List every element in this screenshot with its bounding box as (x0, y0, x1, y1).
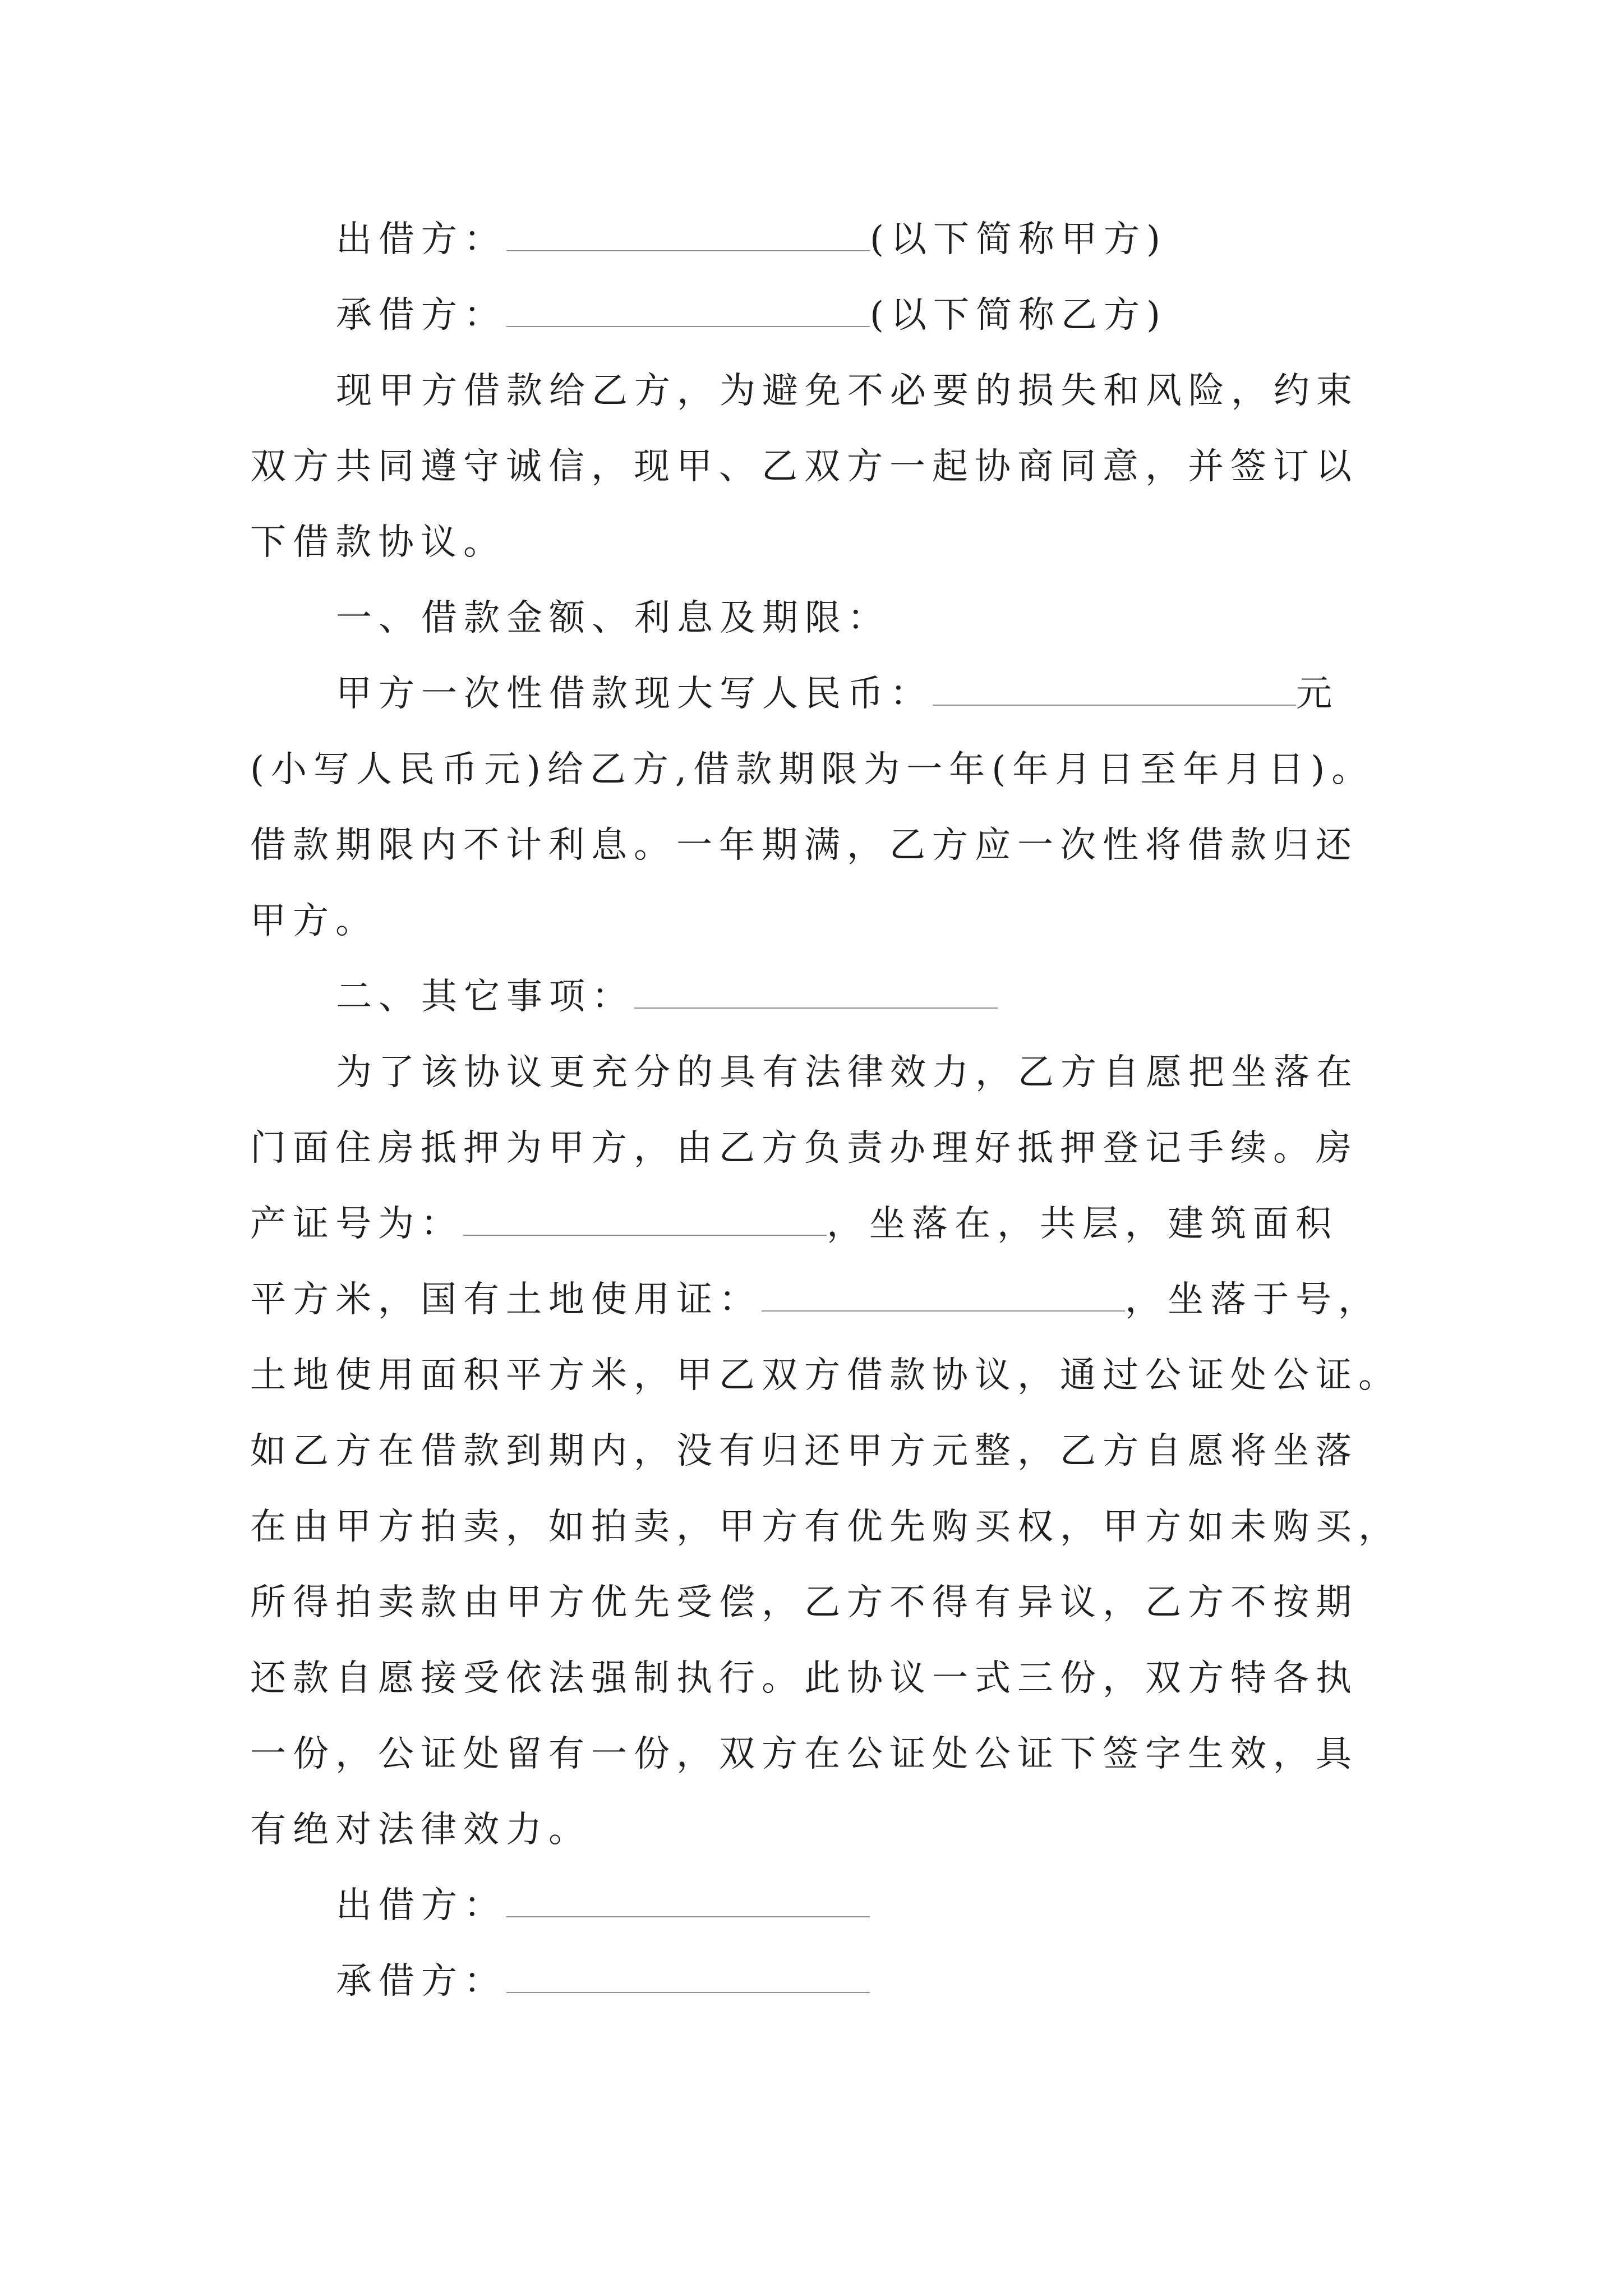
document-line (250, 429, 1623, 505)
document-line (250, 1035, 1623, 1111)
document-text: 门面住房抵押为甲方，由乙方负责办理好抵押登记手续。房 (250, 1128, 1358, 1169)
section-1-heading (250, 581, 1623, 656)
document-line (250, 732, 1623, 808)
document-text: 产证号为： (250, 1203, 463, 1245)
document-text: 所得拍卖款由甲方优先受偿，乙方不得有异议，乙方不按期 (250, 1582, 1358, 1623)
document-text: 承借方： (336, 295, 506, 336)
document-line (250, 1489, 1623, 1565)
document-text: 为了该协议更充分的具有法律效力，乙方自愿把坐落在 (336, 1052, 1359, 1093)
document-line (250, 202, 1623, 278)
fill-in-blank (506, 228, 870, 251)
fill-in-blank (762, 1288, 1125, 1312)
document-text: 甲方一次性借款现大写人民币： (336, 673, 933, 715)
document-line (250, 1414, 1623, 1489)
document-text: ，坐落于号， (1125, 1279, 1381, 1320)
fill-in-blank (634, 985, 998, 1009)
document-text: 一、借款金额、利息及期限： (336, 597, 890, 639)
section-2-heading (250, 959, 1623, 1035)
document-text: 元 (1296, 673, 1339, 715)
section-1-body (250, 656, 1623, 959)
document-text: 还款自愿接受依法强制执行。此协议一式三份，双方特各执 (250, 1658, 1358, 1699)
party-borrower-line (250, 278, 1623, 353)
document-line (250, 1338, 1623, 1414)
document-line (250, 1186, 1623, 1262)
document-text: 平方米，国有土地使用证： (250, 1279, 762, 1320)
document-line (250, 808, 1623, 884)
document-text: 出借方： (336, 219, 506, 260)
document-text: (以下简称乙方) (870, 295, 1167, 336)
document-text: 承借方： (336, 1961, 506, 2002)
document-text: 在由甲方拍卖，如拍卖，甲方有优先购买权，甲方如未购买， (250, 1506, 1401, 1548)
document-text: 土地使用面积平方米，甲乙双方借款协议，通过公证处公证。 (250, 1355, 1401, 1396)
fill-in-blank (933, 682, 1296, 706)
document-line (250, 1641, 1623, 1717)
document-text: ，坐落在，共层，建筑面积 (827, 1203, 1338, 1245)
document-line (250, 959, 1623, 1035)
document-line (250, 505, 1623, 581)
document-text: 有绝对法律效力。 (250, 1809, 591, 1851)
document-line (250, 1792, 1623, 1868)
fill-in-blank (506, 1894, 870, 1917)
document-line (250, 581, 1623, 656)
document-text: 现甲方借款给乙方，为避免不必要的损失和风险，约束 (336, 370, 1359, 412)
document-text: 甲方。 (250, 900, 378, 942)
preamble-paragraph (250, 353, 1623, 581)
document-line (250, 884, 1623, 959)
party-lender-line (250, 202, 1623, 278)
fill-in-blank (463, 1212, 827, 1236)
document-text: 一份，公证处留有一份，双方在公证处公证下签字生效，具 (250, 1733, 1358, 1775)
section-2-body (250, 1035, 1623, 1868)
document-text: (小写人民币元)给乙方,借款期限为一年(年月日至年月日)。 (250, 749, 1375, 790)
document-line (250, 656, 1623, 732)
document-line (250, 278, 1623, 353)
document-line (250, 1262, 1623, 1338)
document-line (250, 1565, 1623, 1641)
document-line (250, 1717, 1623, 1792)
signature-lender-line (250, 1868, 1623, 1944)
document-text: 借款期限内不计利息。一年期满，乙方应一次性将借款归还 (250, 825, 1358, 866)
document-text: 双方共同遵守诚信，现甲、乙双方一起协商同意，并签订以 (250, 446, 1358, 487)
document-text: 如乙方在借款到期内，没有归还甲方元整，乙方自愿将坐落 (250, 1430, 1358, 1472)
document-text: 出借方： (336, 1885, 506, 1926)
document-text: (以下简称甲方) (870, 219, 1167, 260)
document-line (250, 353, 1623, 429)
signature-borrower-line (250, 1944, 1623, 2019)
document-line (250, 1868, 1623, 1944)
document-line (250, 1111, 1623, 1186)
document-text: 下借款协议。 (250, 522, 506, 563)
document-line (250, 1944, 1623, 2019)
fill-in-blank (506, 303, 870, 327)
document-text: 二、其它事项： (336, 976, 634, 1018)
fill-in-blank (506, 1970, 870, 1993)
